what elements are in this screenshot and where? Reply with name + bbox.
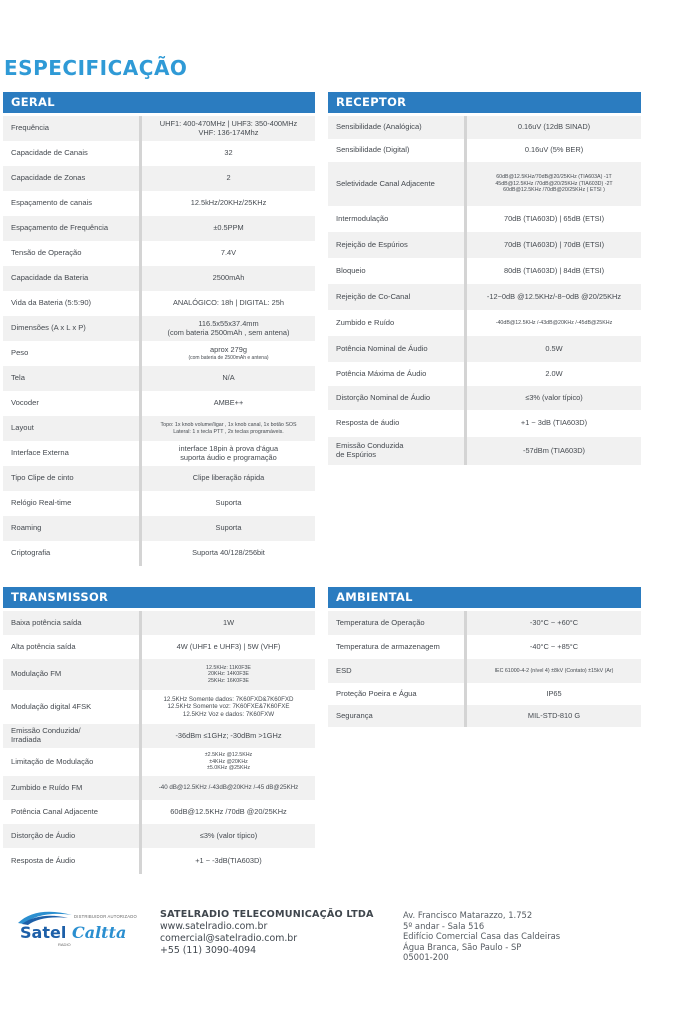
spec-label: Espaçamento de Frequência [11,223,109,233]
receptor-spec-row [328,310,641,336]
receptor-spec-row [328,258,641,284]
spec-value: MIL-STD-810 G [527,710,581,720]
spec-value: ≤3% (valor típico) [199,830,258,840]
spec-value [142,341,315,366]
geral-rows [3,116,315,566]
spec-label: Capacidade da Bateria [11,273,89,283]
spec-label: Sensibilidade (Analógica) [336,122,422,132]
geral-spec-row [3,191,315,216]
spec-value: AMBE++ [213,398,244,408]
spec-value: 12.5kHz/20KHz/25KHz [190,198,267,208]
spec-value: -40°C ~ +85°C [529,641,579,651]
spec-value: +1 ~ -3dB(TIA603D) [195,855,262,865]
spec-label: Distorção Nominal de Áudio [336,392,431,402]
spec-label: Emissão Conduzida de Espúrios [336,441,404,459]
page-title: ESPECIFICAÇÃO [4,56,188,80]
spec-label: Dimensões (A x L x P) [11,323,86,333]
spec-value: 70dB (TIA603D) | 65dB (ETSI) [503,213,605,223]
spec-value: 32 [224,148,233,158]
spec-value: 70dB (TIA603D) | 70dB (ETSI) [503,239,605,249]
spec-value: 60dB@12.5KHz/70dB@20/25KHz (TIA603A) -1T 45dB@12.5KHz /70dB@20/25KHz (TIA603D) -2T 60dB@12.5KHz /70dB@20/25KHz ( ETSI ) [495,174,613,194]
geral-spec-row [3,241,315,266]
ambiental-spec-row [328,611,641,635]
spec-value: 12.5KHz: 11K0F3E 20KHz: 14K0F3E 25KHz: 16K0F3E [206,664,251,684]
address-line: Av. Francisco Matarazzo, 1.752 [403,910,533,920]
geral-spec-row [3,141,315,166]
receptor-spec-row [328,232,641,258]
receptor-spec-row [328,206,641,232]
spec-value: Suporta 40/128/256bit [192,548,265,558]
geral-spec-row [3,291,315,316]
spec-value: 1W [222,617,235,627]
address-line: Água Branca, São Paulo - SP [403,941,522,952]
transmissor-spec-row [3,848,315,874]
spec-value: Clipe liberação rápida [192,473,265,483]
receptor-spec-row [328,386,641,410]
spec-label: Tipo Clipe de cinto [11,473,74,483]
geral-spec-row [3,341,315,366]
ambiental-spec-row [328,683,641,705]
company-website[interactable]: www.satelradio.com.br [160,921,268,932]
spec-label: ESD [336,665,352,675]
logo-satel-text: Satel [20,923,67,942]
spec-value: Suporta [215,523,242,533]
spec-label: Emissão Conduzida/ Irradiada [11,726,81,744]
geral-spec-row [3,391,315,416]
receptor-spec-row [328,362,641,386]
geral-spec-row [3,316,315,341]
transmissor-spec-row [3,824,315,848]
company-phone: +55 (11) 3090-4094 [160,945,257,956]
spec-value: 2.0W [545,368,563,378]
spec-value-main: aprox 279g [210,345,247,355]
spec-value: Topo: 1x knob volume/ligar , 1x knob canal, 1x botão SOS Lateral: 1 x tecla PTT , 2x teclas programáveis. [160,422,297,435]
receptor-spec-row [328,410,641,437]
company-info [160,909,374,957]
geral-section [3,92,315,566]
spec-label: Vida da Bateria (5:5:90) [11,298,92,308]
spec-value: interface 18pin à prova d'água suporta áudio e programação [178,443,279,462]
spec-value: ±2.5KHz @12.5KHz ±4KHz @20KHz ±5.0KHz @25KHz [204,752,253,772]
spec-label: Intermodulação [336,213,389,223]
spec-label: Temperatura de Operação [336,617,425,627]
address-line: Edifício Comercial Casa das Caldeiras [403,931,561,942]
spec-value: 0.5W [545,343,563,353]
spec-value: +1 ~ 3dB (TIA603D) [520,418,588,428]
transmissor-rows [3,611,315,874]
spec-label: Capacidade de Canais [11,148,88,158]
company-name: SATELRADIO TELECOMUNICAÇÃO LTDA [160,909,374,920]
geral-spec-row [3,166,315,191]
transmissor-spec-row [3,748,315,776]
spec-value: 116.5x55x37.4mm (com bateria 2500mAh , sem antena) [167,318,290,337]
satel-caltta-logo [16,905,140,955]
transmissor-section [3,587,315,874]
spec-label: Rejeição de Co-Canal [336,291,411,301]
spec-value: IP65 [546,688,562,698]
receptor-spec-row [328,162,641,206]
spec-value: -40dB@12.5KHz /-43dB@20KHz /-45dB@25KHz [495,319,613,326]
spec-value: N/A [222,373,235,383]
address-line: 05001-200 [403,952,449,963]
spec-label: Sensibilidade (Digital) [336,145,410,155]
spec-label: Proteção Poeira e Água [336,688,417,698]
transmissor-spec-row [3,690,315,724]
spec-label: Potência Máxima de Áudio [336,368,427,378]
logo-radio-text: RADIO [58,942,71,947]
ambiental-spec-row [328,659,641,683]
geral-spec-row [3,116,315,141]
spec-label: Potência Canal Adjacente [11,806,98,816]
spec-value: UHF1: 400-470MHz | UHF3: 350-400MHz VHF: 136-174Mhz [159,118,298,137]
spec-label: Resposta de Áudio [11,855,76,865]
spec-value: 12.5KHz Somente dados: 7K60FXD&7K60FXD 12.5KHz Somente voz: 7K60FXE&7K60FXE 12.5KHz Voz e dados: 7K60FXW [163,695,294,718]
spec-label: Peso [11,348,29,358]
address-line: 5º andar - Sala 516 [403,920,485,931]
geral-spec-row [3,266,315,291]
geral-spec-row [3,516,315,541]
spec-label: Seletividade Canal Adjacente [336,178,435,188]
transmissor-spec-row [3,724,315,748]
spec-value: Suporta [215,498,242,508]
spec-label: Interface Externa [11,448,69,458]
logo-dist-text: DISTRIBUIDOR AUTORIZADO [74,914,137,919]
receptor-header: RECEPTOR [328,92,641,113]
receptor-spec-row [328,139,641,162]
spec-label: Segurança [336,710,373,720]
geral-spec-row [3,441,315,466]
geral-header: GERAL [3,92,315,113]
geral-spec-row [3,466,315,491]
spec-label: Resposta de áudio [336,418,400,428]
spec-label: Relógio Real-time [11,498,72,508]
transmissor-spec-row [3,611,315,635]
spec-value: 60dB@12.5KHz /70dB @20/25KHz [170,806,287,816]
spec-value: 0.16uV (12dB SINAD) [517,122,591,132]
spec-label: Baixa potência saída [11,617,82,627]
spec-value: 0.16uV (5% BER) [524,145,584,155]
spec-value: -12~0dB @12.5KHz/-8~0dB @20/25KHz [486,291,622,301]
spec-label: Espaçamento de canais [11,198,93,208]
spec-label: Tela [11,373,25,383]
spec-value: ±0.5PPM [213,223,244,233]
spec-value: 2500mAh [212,273,245,283]
ambiental-spec-row [328,635,641,659]
spec-label: Potência Nominal de Áudio [336,343,428,353]
spec-value: ≤3% (valor típico) [525,392,583,402]
spec-label: Modulação digital 4FSK [11,701,92,711]
receptor-section [328,92,641,465]
geral-spec-row [3,541,315,566]
spec-label: Alta potência saída [11,641,76,651]
spec-label: Criptografia [11,548,51,558]
spec-value-note: (com bateria de 2500mAh e antena) [188,354,269,361]
spec-label: Limitação de Modulação [11,756,94,766]
receptor-spec-row [328,437,641,465]
company-address [403,910,560,963]
ambiental-section [328,587,641,727]
geral-spec-row [3,216,315,241]
spec-label: Temperatura de armazenagem [336,641,440,651]
transmissor-spec-row [3,659,315,690]
spec-label: Vocoder [11,398,39,408]
receptor-spec-row [328,336,641,362]
transmissor-spec-row [3,800,315,824]
spec-value: -40 dB@12.5KHz /-43dB@20KHz /-45 dB@25KHz [158,784,299,792]
transmissor-spec-row [3,635,315,659]
geral-spec-row [3,491,315,516]
spec-label: Layout [11,423,34,433]
receptor-rows [328,116,641,465]
transmissor-spec-row [3,776,315,800]
spec-value: -36dBm ≤1GHz; -30dBm >1GHz [175,730,282,740]
spec-value: 4W (UHF1 e UHF3) | 5W (VHF) [176,641,281,651]
spec-label: Capacidade de Zonas [11,173,86,183]
spec-value: 80dB (TIA603D) | 84dB (ETSI) [503,265,605,275]
spec-label: Zumbido e Ruído [336,317,395,327]
geral-spec-row [3,416,315,441]
spec-label: Frequência [11,123,49,133]
receptor-spec-row [328,116,641,139]
spec-value: 7.4V [220,248,237,258]
spec-value: 2 [226,173,231,183]
ambiental-spec-row [328,705,641,727]
ambiental-header: AMBIENTAL [328,587,641,608]
spec-value: -57dBm (TIA603D) [522,445,586,455]
receptor-spec-row [328,284,641,310]
company-email[interactable]: comercial@satelradio.com.br [160,933,298,944]
logo-caltta-text: Caltta [72,923,127,942]
spec-value: ANALÓGICO: 18h | DIGITAL: 25h [172,298,285,308]
spec-value: -30°C ~ +60°C [529,617,579,627]
geral-spec-row [3,366,315,391]
spec-label: Bloqueio [336,265,366,275]
spec-label: Tensão de Operação [11,248,82,258]
spec-label: Rejeição de Espúrios [336,239,408,249]
transmissor-header: TRANSMISSOR [3,587,315,608]
spec-label: Roaming [11,523,42,533]
spec-label: Distorção de Áudio [11,830,76,840]
ambiental-rows [328,611,641,727]
spec-label: Zumbido e Ruído FM [11,782,83,792]
spec-label: Modulação FM [11,669,62,679]
spec-value: IEC 61000-4-2 (nível 4) ±8kV (Contato) ±15kV (Ar) [494,667,614,674]
